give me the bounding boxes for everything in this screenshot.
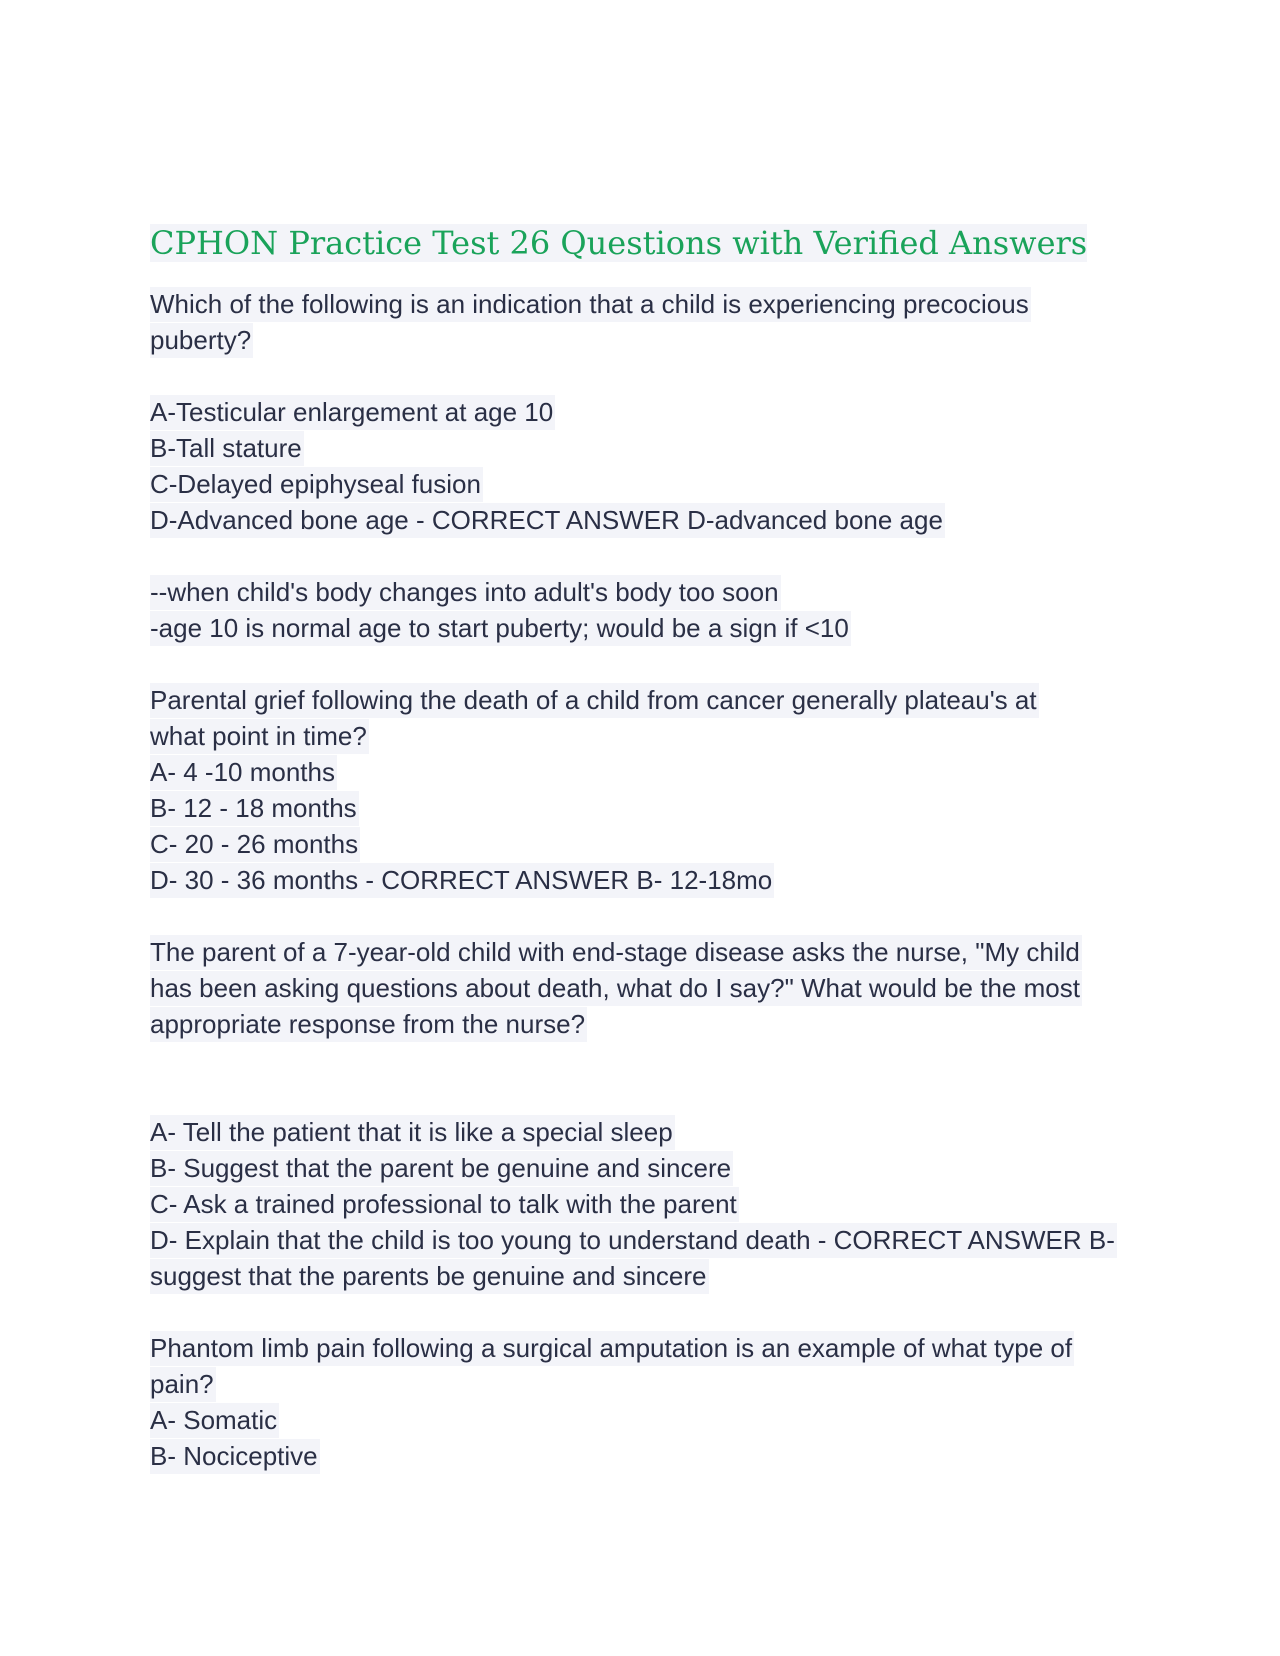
document-title bbox=[150, 218, 1130, 268]
question-text: puberty? bbox=[150, 322, 1130, 358]
document-page bbox=[150, 218, 1130, 1474]
correct-answer-continuation: suggest that the parents be genuine and sincere bbox=[150, 1258, 1130, 1294]
answer-option: C-Delayed epiphyseal fusion bbox=[150, 466, 1130, 502]
question-text: Which of the following is an indication that a child is experiencing precocious bbox=[150, 286, 1130, 322]
answer-option: C- Ask a trained professional to talk with the parent bbox=[150, 1186, 1130, 1222]
answer-option: B- 12 - 18 months bbox=[150, 790, 1130, 826]
rationale-text: --when child's body changes into adult's body too soon bbox=[150, 574, 1130, 610]
document-title-text: CPHON Practice Test 26 Questions with Verified Answers bbox=[150, 224, 1088, 262]
question-1 bbox=[150, 286, 1130, 646]
answer-option-with-correct-answer: D-Advanced bone age - CORRECT ANSWER D-advanced bone age bbox=[150, 502, 1130, 538]
question-3 bbox=[150, 934, 1130, 1294]
answer-option-with-correct-answer: D- Explain that the child is too young to understand death - CORRECT ANSWER B- bbox=[150, 1222, 1130, 1258]
answer-option: A- Tell the patient that it is like a special sleep bbox=[150, 1114, 1130, 1150]
question-2 bbox=[150, 682, 1130, 898]
answer-option: C- 20 - 26 months bbox=[150, 826, 1130, 862]
answer-option: A- Somatic bbox=[150, 1402, 1130, 1438]
answer-option: A- 4 -10 months bbox=[150, 754, 1130, 790]
question-text: has been asking questions about death, what do I say?" What would be the most bbox=[150, 970, 1130, 1006]
answer-option: B- Nociceptive bbox=[150, 1438, 1130, 1474]
question-text: Phantom limb pain following a surgical amputation is an example of what type of bbox=[150, 1330, 1130, 1366]
question-text: The parent of a 7-year-old child with end-stage disease asks the nurse, "My child bbox=[150, 934, 1130, 970]
rationale-text: -age 10 is normal age to start puberty; would be a sign if <10 bbox=[150, 610, 1130, 646]
question-4 bbox=[150, 1330, 1130, 1474]
answer-option: B- Suggest that the parent be genuine and sincere bbox=[150, 1150, 1130, 1186]
question-text: pain? bbox=[150, 1366, 1130, 1402]
question-text: appropriate response from the nurse? bbox=[150, 1006, 1130, 1042]
question-text: Parental grief following the death of a child from cancer generally plateau's at bbox=[150, 682, 1130, 718]
question-text: what point in time? bbox=[150, 718, 1130, 754]
answer-option: A-Testicular enlargement at age 10 bbox=[150, 394, 1130, 430]
answer-option-with-correct-answer: D- 30 - 36 months - CORRECT ANSWER B- 12-18mo bbox=[150, 862, 1130, 898]
answer-option: B-Tall stature bbox=[150, 430, 1130, 466]
